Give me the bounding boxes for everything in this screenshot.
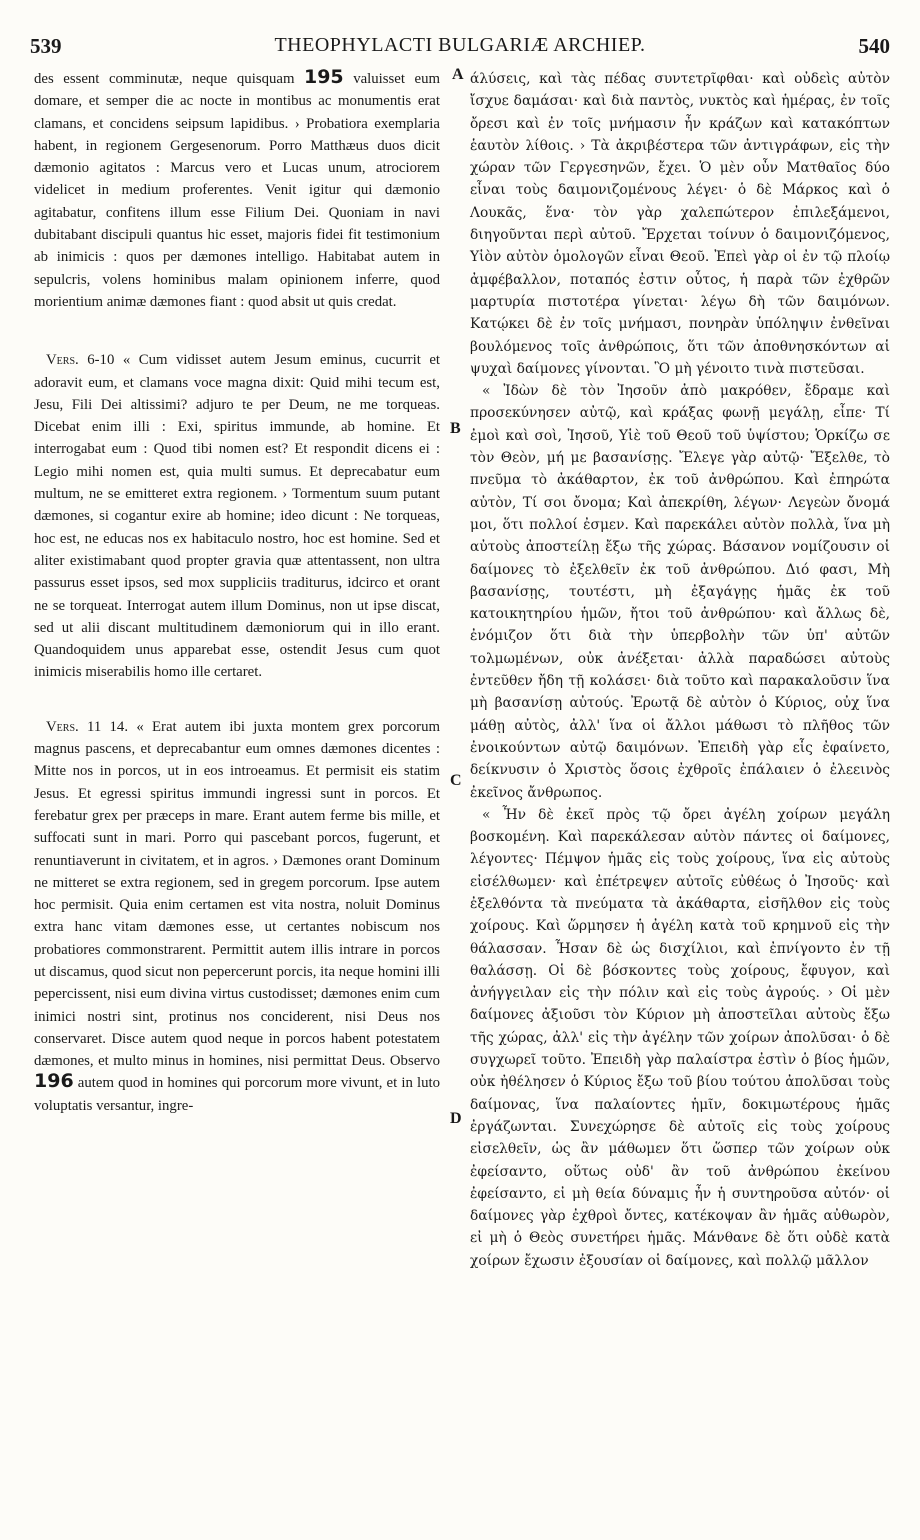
latin-paragraph-1 <box>34 68 440 313</box>
section-marker-c: C <box>450 772 462 789</box>
latin-text: autem quod in homines qui porcorum more vivunt, et in luto voluptatis versantur, ingre- <box>34 1075 440 1114</box>
greek-column <box>470 68 890 1272</box>
verse-label: Vers. 6-10 <box>46 352 115 369</box>
section-marker-b: B <box>450 420 461 437</box>
greek-paragraph-3: « Ἦν δὲ ἐκεῖ πρὸς τῷ ὄρει ἀγέλη χοίρων μεγάλη βοσκομένη. Καὶ παρεκάλεσαν αὐτὸν πάντες οἱ δαίμονες, λέγοντες· Πέμψον ἡμᾶς εἰς τοὺς χοίρους, ἵνα εἰς αὐτοὺς εἰσέλθωμεν· καὶ ἐπέτρεψεν αὐτοῖς εὐθέως ὁ Ἰησοῦς· καὶ ἐξελθόντα τὰ πνεύματα τὰ ἀκάθαρτα, εἰσῆλθον εἰς τοὺς χοίρους. Καὶ ὥρμησεν ἡ ἀγέλη κατὰ τοῦ κρημνοῦ εἰς τὴν θάλασσαν. Ἦσαν δὲ ὡς δισχίλιοι, καὶ ἐπνίγοντο ἐν τῇ θαλάσσῃ. Οἱ δὲ βόσκοντες τοὺς χοίρους, ἔφυγον, καὶ ἀνήγγειλαν εἰς τὴν πόλιν καὶ εἰς τοὺς ἀγρούς. › Οἱ μὲν δαίμονες ἀξιοῦσι τὸν Κύριον μὴ ἀποστεῖλαι αὐτοὺς ἔξω τῆς χώρας, ἀλλ' εἰς τὴν ἀγέλην τῶν χοίρων ἀπολῦσαι· ὁ δὲ συγχωρεῖ τοῦτο. Ἐπειδὴ γὰρ παλαίστρα ἐστὶν ὁ βίος ἡμῶν, οὐκ ἠθέλησεν ὁ Κύριος ἔξω τοῦ βίου τούτου ἀπολῦσαι τοὺς δαίμονας, ἵνα παλαίοντες ἡμῖν, δοκιμωτέρους ἡμᾶς ἐργάζωνται. Συνεχώρησε δὲ αὐτοῖς εἰς τοὺς χοίρους εἰσελθεῖν, ὡς ἂν μάθωμεν ὅτι ὥσπερ τῶν χοίρων οὐκ ἐφείσαντο, οὕτως οὐδ' ἂν τοῦ ἀνθρώπου ἐκείνου ἐφείσαντο, εἰ μὴ θεία δύναμις ἦν ἡ συντηροῦσα αὐτόν· οἱ δαίμονες γὰρ ἐχθροὶ ὄντες, κατέκοψαν ἂν ἡμᾶς αὐθωρὸν, εἰ μὴ ὁ Θεὸς συνετήρει ἡμᾶς. Μάνθανε δὲ ὅτι οὐδὲ κατὰ χοίρων ἔχωσιν ἐξουσίαν οἱ δαίμονες, καὶ πολλῷ μᾶλλον <box>470 806 890 1269</box>
migne-column-number: 196 <box>34 1070 74 1093</box>
latin-text: « Erat autem ibi juxta montem grex porcorum magnus pascens, et deprecabantur eum omnes dæmones dicentes : Mitte nos in porcos, ut in eos introeamus. Et permisit eis statim Jesus. Et egressi spiritus immundi ingressi sunt in porcos. Et ferebatur grex per præceps in mare. Erant autem ferme bis mille, et suffocati sunt in mari. Porro qui pascebant porcos, fugerunt, et renuntiaverunt in civitatem, et in agros. › Dæmones orant Dominum ne mitteret se extra regionem, sed in gregem porcorum. Ipse autem hoc permisit. Quia enim certamen est vita nostra, noluit Dominus extra hanc vitam dæmones esse, ut certantes nobiscum nos probatiores commonstrarent. Permittit autem illis intrare in porcos ut discamus, quod sicut non pepercerunt porcis, ita neque homini illi pepercissent, nisi eum divina virtus custodisset; dæmones enim cum inimici nostri sint, protinus nos conciderent, nisi Deus nos conservaret. Disce autem quod neque in porcos habent potestatem dæmones, et multo minus in homines, nisi permittat Deus. Observo <box>34 718 440 1070</box>
latin-text: des essent comminutæ, neque quisquam <box>34 71 295 87</box>
migne-column-number: 195 <box>303 66 344 88</box>
greek-paragraph-2: « Ἰδὼν δὲ τὸν Ἰησοῦν ἀπὸ μακρόθεν, ἔδραμε καὶ προσεκύνησεν αὐτῷ, καὶ κράξας φωνῇ μεγάλῃ, εἶπε· Τί ἐμοὶ καὶ σοὶ, Ἰησοῦ, Υἱὲ τοῦ Θεοῦ τοῦ ὑψίστου; Ὁρκίζω σε τὸν Θεὸν, μή με βασανίσῃς. Ἔλεγε γὰρ αὐτῷ· Ἔξελθε, τὸ πνεῦμα τὸ ἀκάθαρτον, ἐκ τοῦ ἀνθρώπου. Καὶ ἐπηρώτα αὐτὸν, Τί σοι ὄνομα; Καὶ ἀπεκρίθη, λέγων· Λεγεὼν ὄνομά μοι, ὅτι πολλοί ἐσμεν. Καὶ παρεκάλει αὐτὸν πολλὰ, ἵνα μὴ αὐτοὺς ἀποστείλῃ ἔξω τῆς χώρας. Βάσανον νομίζουσιν οἱ δαίμονες τὸ ἐξελθεῖν ἐκ τοῦ ἀνθρώπου. Διό φασι, Μὴ βασανίσῃς, τουτέστι, μὴ ἐξαγάγῃς ἡμᾶς ἐκ τοῦ κατοικητηρίου ἡμῶν, ἤτοι τοῦ ἀνθρώπου· καὶ ἄλλως δὲ, ἐνόμιζον ὅτι διὰ τὴν ὑπερβολὴν τῶν ὑπ' αὐτῶν τολμωμένων, οὐκ ἀνέξεται· ἀλλὰ παραδώσει αὐτοὺς ἐντεῦθεν ἤδη τῇ κολάσει· διὰ τοῦτο καὶ παρακαλοῦσιν ἵνα μὴ βασανίσῃ αὐτούς. Ἐρωτᾷ δὲ αὐτὸν ὁ Κύριος, οὐχ ἵνα μάθῃ αὐτὸς, ἀλλ' ἵνα οἱ ἄλλοι μάθωσι τὸ πλῆθος τῶν ἐνοικούντων αὐτῷ δαιμόνων. Ἐπειδὴ γὰρ εἷς ἐφαίνετο, δείκνυσιν ὁ Χριστὸς ὅσοις ἐχθροῖς ἐπάλαιεν ὁ ἐλεεινὸς ἐκεῖνος ἄνθρωπος. <box>470 383 890 801</box>
section-marker-a: A <box>452 66 464 83</box>
greek-paragraph-1: άλύσεις, καὶ τὰς πέδας συντετρῖφθαι· καὶ οὐδεὶς αὐτὸν ἴσχυε δαμάσαι· καὶ διὰ παντὸς, νυκτὸς καὶ ἡμέρας, ἐν τοῖς ὄρεσι καὶ ἐν τοῖς μνήμασιν ἦν κράζων καὶ κατακόπτων ἑαυτὸν λίθοις. › Τὰ ἀκριβέστερα τῶν ἀντιγράφων, εἰς τὴν χώραν τῶν Γεργεσηνῶν, ἔχει. Ὁ μὲν οὖν Ματθαῖος δύο εἶναι τοὺς δαιμονιζομένους λέγει· ὁ δὲ Μάρκος καὶ ὁ Λουκᾶς, ἕνα· τὸν γὰρ χαλεπώτερον ἐπιλεξάμενοι, διηγοῦνται περὶ αὐτοῦ. Ἔρχεται τοίνυν ὁ δαιμονιζόμενος, Υἱὸν αὐτὸν ὁμολογῶν εἶναι Θεοῦ. Ἐπεὶ γὰρ οἱ ἐν τῷ πλοίῳ ἀμφέβαλλον, ποταπός ἐστιν οὗτος, ἡ παρὰ τῶν ἐχθρῶν μαρτυρία πιστοτέρα γίνεται· λέγω δὴ τῶν δαιμόνων. Κατῴκει δὲ ἐν τοῖς μνήμασι, πονηρὰν ὑπόληψιν ἐνθεῖναι βουλόμενος τοῖς ἀνθρώποις, ὅτι τῶν ἀποθνησκόντων αἱ ψυχαὶ δαίμονες γίνονται. Ὃ μὴ γένοιτο τινὰ πιστεῦσαι. <box>470 71 890 377</box>
page-number-left: 539 <box>30 34 62 58</box>
section-marker-d: D <box>450 1110 462 1127</box>
latin-text: valuisset eum domare, et semper die ac nocte in montibus ac monumentis erat clamans, et concidens seipsum lapidibus. › Probatiora exemplaria habent, in regionem Gergesenorum. Porro Matthæus duos dicit dæmonio agitatos : Marcus vero et Lucas unum, atrociorem videlicet in medium proferentes. Venit igitur qui dæmonio agitabatur, confitens illum esse Filium Dei. Quoniam in navi dubitabant discipuli quantus hic esset, majoris fidei fit testimonium ab inimicis : quos per dæmones intelligo. Habitabat autem in sepulcris, volens hominibus malam opinionem inferre, quod morientium animæ dæmones fiant : quod absit ut quis credat. <box>34 71 440 310</box>
latin-text: « Cum vidisset autem Jesum eminus, cucurrit et adoravit eum, et clamans voce magna dixit: Quid mihi tecum est, Jesu, Fili Dei altissimi? adjuro te per Deum, ne me torqueas. Dicebat enim illi : Exi, spiritus immunde, ab homine. Et interrogabat eum : Quod tibi nomen est? Et respondit dicens ei : Legio mihi nomen est, quia multi sumus. Et deprecabatur eum multum, ne se emitteret extra regionem. › Tormentum suum putant dæmones, si cogantur exire ab homine; ideo dicunt : Ne torqueas, hoc est, ne educas nos ex habitaculo nostro, hoc est homine. Sed et aliter existimabant quod propter gravia quæ attentassent, non ultra passurus esset ipsos, sed mox suppliciis traditurus, idcirco et orant ne se torqueat. Interrogat autem illum Dominus, non ut ipse discat, sed ut alii discant multitudinem dæmoniorum qui in illo erant. Quandoquidem unus apparebat esse, ostendit Jesus cum quot inimicis miserabilis homo ille certaret. <box>34 352 440 681</box>
latin-column <box>34 68 440 1117</box>
running-header <box>30 34 890 60</box>
latin-paragraph-3 <box>34 716 440 1117</box>
latin-paragraph-2 <box>34 349 440 683</box>
running-title: THEOPHYLACTI BULGARIÆ ARCHIEP. <box>274 34 646 56</box>
verse-label: Vers. 11 14. <box>46 718 129 735</box>
page-number-right: 540 <box>858 34 890 58</box>
